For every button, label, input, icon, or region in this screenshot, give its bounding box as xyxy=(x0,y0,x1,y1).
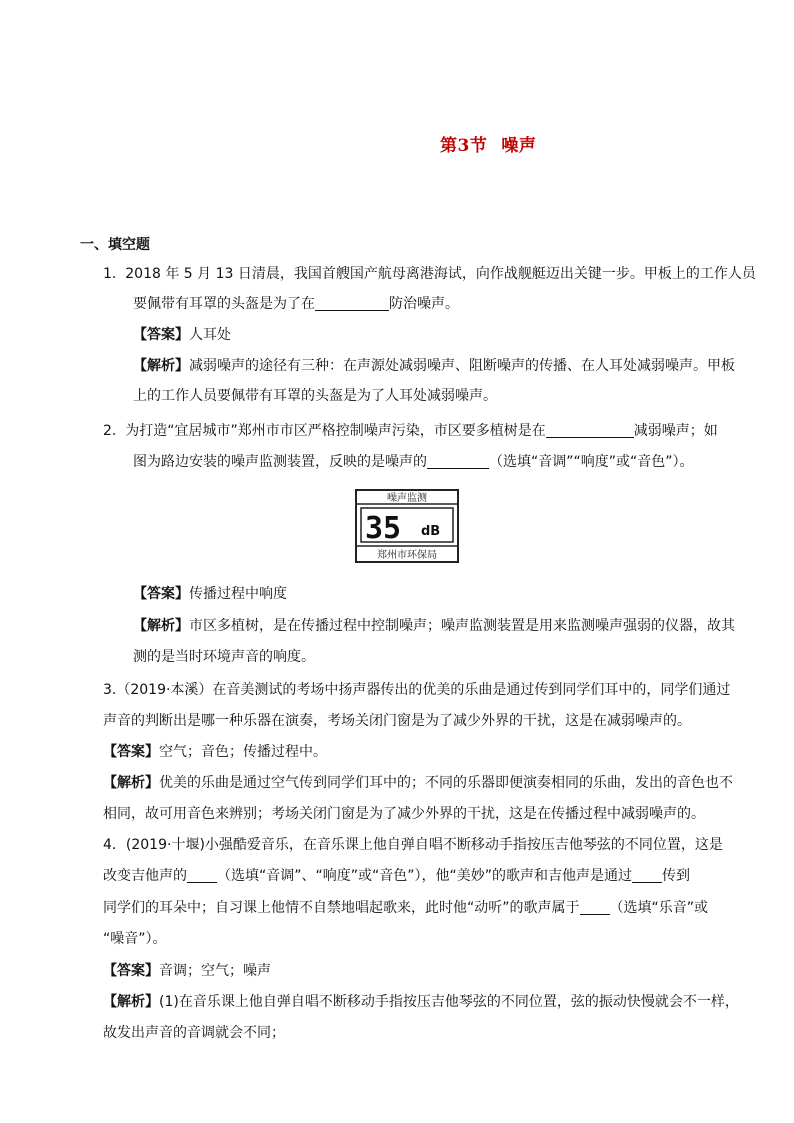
monitor-reading: 35 xyxy=(365,511,402,546)
q4-analysis-line-1: 【解析】(1)在音乐课上他自弹自唱不断移动手指按压吉他琴弦的不同位置，弦的振动快慢就会不一样， xyxy=(103,994,739,1010)
q2-number: 2. xyxy=(103,423,117,439)
q2-answer: 【答案】传播过程中响度 xyxy=(133,586,287,602)
q3-analysis-line-2: 相同，故可用音色来辨别；考场关闭门窗是为了减少外界的干扰，这是在传播过程中减弱噪声的。 xyxy=(103,806,705,822)
noise-monitor-display xyxy=(355,489,459,563)
q4-line-4: “噪音”）。 xyxy=(103,931,167,947)
q2-line-2: 图为路边安装的噪声监测装置，反映的是噪声的 （选填“音调”“响度”或“音色”）。 xyxy=(133,454,694,470)
q3-line-2: 声音的判断出是哪一种乐器在演奏，考场关闭门窗是为了减少外界的干扰，这是在减弱噪声的。 xyxy=(103,713,691,729)
fill-blank xyxy=(187,867,217,883)
q1-analysis-line-2: 上的工作人员要佩带有耳罩的头盔是为了人耳处减弱噪声。 xyxy=(133,388,497,404)
q1-analysis-line-1: 【解析】减弱噪声的途径有三种：在声源处减弱噪声、阻断噪声的传播、在人耳处减弱噪声。甲板 xyxy=(133,358,735,374)
fill-blank xyxy=(315,295,389,311)
fill-blank xyxy=(580,899,610,915)
q2-line-1: 2. 为打造“宜居城市”郑州市市区严格控制噪声污染，市区要多植树是在 减弱噪声；如 xyxy=(103,423,718,439)
section-number: 第3节 xyxy=(440,136,488,156)
monitor-unit: dB xyxy=(421,524,441,539)
q3-answer: 【答案】空气；音色；传播过程中。 xyxy=(103,744,327,760)
q4-line-2: 改变吉他声的 （选填“音调”、“响度”或“音色”），他“美妙”的歌声和吉他声是通过 传到 xyxy=(103,868,691,884)
section-topic: 噪声 xyxy=(501,136,537,156)
page-title xyxy=(440,131,536,156)
q2-analysis-line-1: 【解析】市区多植树，是在传播过程中控制噪声；噪声监测装置是用来监测噪声强弱的仪器，故其 xyxy=(133,618,735,634)
fill-blank xyxy=(546,422,634,438)
q1-line-1: 1. 2018 年 5 月 13 日清晨，我国首艘国产航母离港海试，向作战舰艇迈出关键一步。甲板上的工作人员 xyxy=(103,266,756,282)
q1-answer: 【答案】人耳处 xyxy=(133,327,231,343)
q4-line-3: 同学们的耳朵中；自习课上他情不自禁地唱起歌来，此时他“动听”的歌声属于 （选填“乐音”或 xyxy=(103,900,709,916)
monitor-footer: 郑州市环保局 xyxy=(377,550,437,561)
fill-blank xyxy=(427,453,489,469)
fill-blank xyxy=(632,867,662,883)
q4-analysis-line-2: 故发出声音的音调就会不同； xyxy=(103,1025,285,1041)
q2-analysis-line-2: 测的是当时环境声音的响度。 xyxy=(133,649,315,665)
q4-line-1: 4．(2019·十堰)小强酷爱音乐，在音乐课上他自弹自唱不断移动手指按压吉他琴弦的不同位置，这是 xyxy=(103,837,723,853)
q1-number: 1. xyxy=(103,266,117,282)
q4-answer: 【答案】音调；空气；噪声 xyxy=(103,963,271,979)
q1-line-2: 要佩带有耳罩的头盔是为了在 防治噪声。 xyxy=(133,296,459,312)
q3-line-1: 3.（2019·本溪）在音美测试的考场中扬声器传出的优美的乐曲是通过传到同学们耳中的，同学们通过 xyxy=(103,682,731,698)
monitor-header: 噪声监测 xyxy=(387,493,427,504)
section-heading: 一、填空题 xyxy=(80,237,150,253)
q3-analysis-line-1: 【解析】优美的乐曲是通过空气传到同学们耳中的；不同的乐器即便演奏相同的乐曲，发出的音色也不 xyxy=(103,775,733,791)
